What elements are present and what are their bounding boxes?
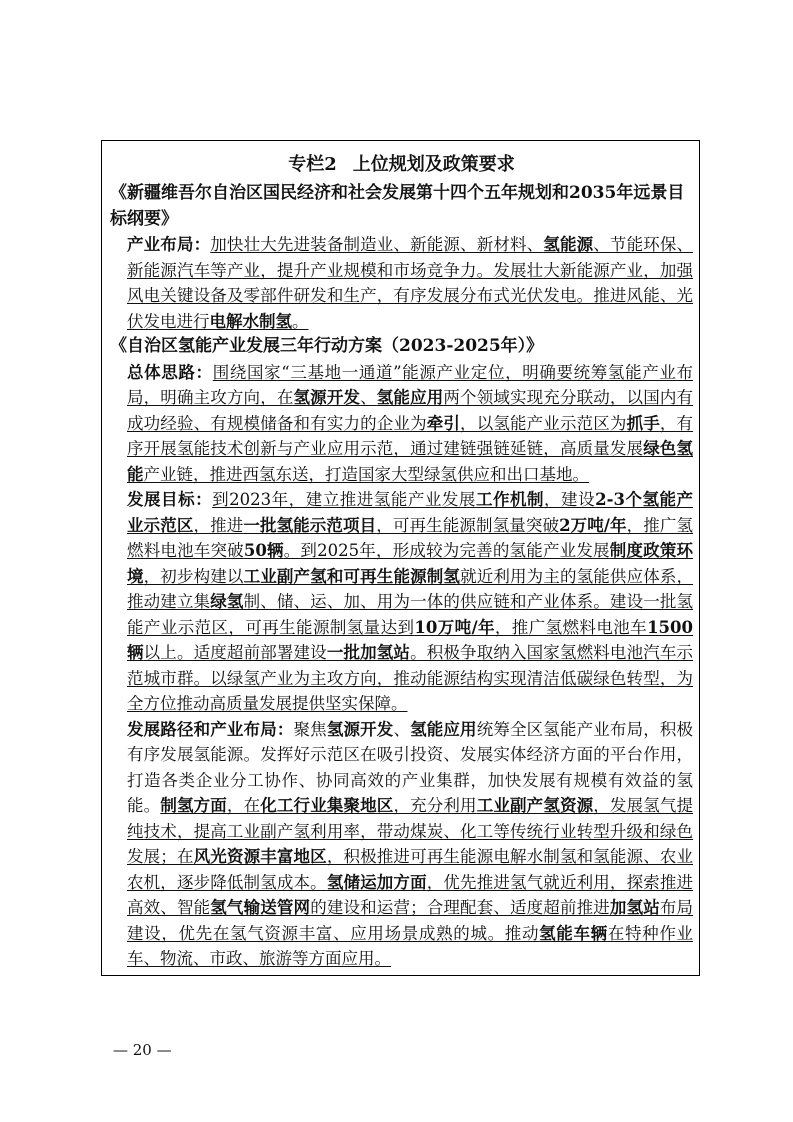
paragraph-body: 到2023年，建立推进氢能产业发展工作机制，建设2-3个氢能产业示范区，推进一批氢能示范项目，可再生能源制氢量突破2万吨/年，推广氢燃料电池车突破50辆。到2025年，形成较为完善的氢能产业发展制度政策环境，初步构建以工业副产氢和可再生能源制氢就近利用为主的氢能供应体系，推动建立集绿氢制、储、运、加、用为一体的供应链和产业体系。建设一批氢能产业示范区，可再生能源制氢量达到10万吨/年，推广氢燃料电池车1500辆以上。适度超前部署建设一批加氢站。积极争取纳入国家氢燃料电池汽车示范城市群。以绿氢产业为主攻方向，推动能源结构实现清洁低碳绿色转型，为全方位推动高质量发展提供坚实保障。: [127, 490, 694, 713]
paragraph-body: 制氢方面，在化工行业集聚地区，充分利用工业副产氢资源，发展氢气提纯技术，提高工业副产氢利用率，带动煤炭、化工等传统行业转型升级和绿色发展；在风光资源丰富地区，积极推进可再生能源电解水制氢和氢能源、农业农机，逐步降低制氢成本。氢储运加方面，优先推进氢气就近利用，探索推进高效、智能氢气输送管网的建设和运营；合理配套、适度超前推进加氢站布局建设，优先在氢气资源丰富、应用场景成熟的城。推动氢能车辆在特种作业车、物流、市政、旅游等方面应用。: [127, 796, 694, 968]
paragraph-industry-layout: [110, 232, 693, 334]
box-title-label: 专栏2: [288, 154, 337, 175]
paragraph-heading: 产业布局：: [127, 235, 211, 254]
box-title-text: 上位规划及政策要求: [352, 154, 515, 175]
paragraph-heading: 总体思路：: [127, 362, 213, 382]
doc1-title: 《新疆维吾尔自治区国民经济和社会发展第十四个五年规划和2035年远景目标纲要》: [110, 183, 685, 229]
page-number: — 20 —: [113, 1041, 172, 1059]
paragraph-heading: 发展目标：: [127, 490, 213, 509]
paragraph-body: 加快壮大先进装备制造业、新能源、新材料、氢能源、节能环保、新能源汽车等产业，提升产业规模和市场竞争力。发展壮大新能源产业，加强风电关键设备及零部件研发和生产，有序发展分布式光伏发电。推进风能、光伏发电进行电解水制氢。: [127, 235, 694, 331]
paragraph-path-and-layout: 发展路径和产业布局：聚焦氢源开发、氢能应用统筹全区氢能产业布局，积极有序发展氢能源。发挥好示范区在吸引投资、发展实体经济方面的平台作用，打造各类企业分工协作、协同高效的产业集群，加快发展有规模有效益的氢能。制氢方面，在化工行业集聚地区，充分利用工业副产氢资源，发展氢气提纯技术，提高工业副产氢利用率，带动煤炭、化工等传统行业转型升级和绿色发展；在风光资源丰富地区，积极推进可再生能源电解水制氢和氢能源、农业农机，逐步降低制氢成本。氢储运加方面，优先推进氢气就近利用，探索推进高效、智能氢气输送管网的建设和运营；合理配套、适度超前推进加氢站布局建设，优先在氢气资源丰富、应用场景成熟的城。推动氢能车辆在特种作业车、物流、市政、旅游等方面应用。: [127, 719, 694, 968]
paragraph-body: 围绕国家“三基地一通道”能源产业定位，明确要统筹氢能产业布局，明确主攻方向，在氢源开发、氢能应用两个领域实现充分联动，以国内有成功经验、有规模储备和有实力的企业为牵引，以氢能产业示范区为抓手，有序开展氢能技术创新与产业应用示范，通过建链强链延链，高质量发展绿色氢能产业链，推进西氢东送，打造国家大型绿氢供应和出口基地。: [127, 362, 694, 484]
paragraph-development-goals: [110, 487, 693, 717]
box-title: [110, 153, 693, 177]
doc2-title: 《自治区氢能产业发展三年行动方案（2023-2025年）》: [110, 336, 544, 356]
paragraph-heading: 发展路径和产业布局：: [127, 719, 294, 739]
paragraph-overall-approach: [110, 360, 693, 488]
policy-box: [101, 140, 700, 976]
